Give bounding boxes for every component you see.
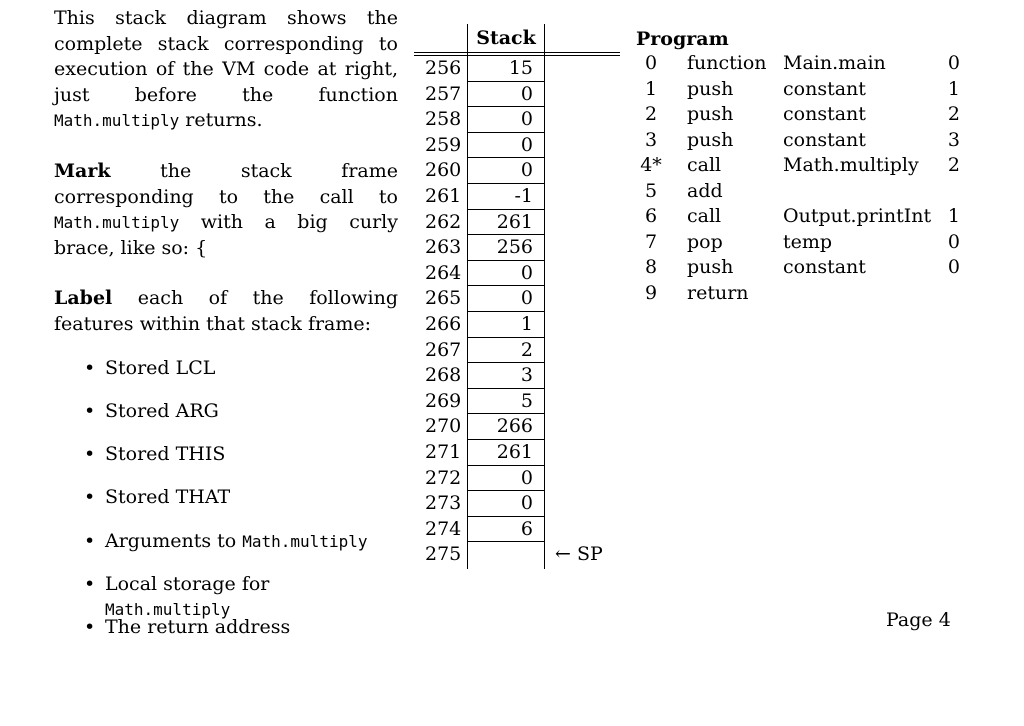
list-item: • Stored ARG bbox=[84, 399, 398, 442]
vm-value: 0 bbox=[947, 52, 960, 74]
stack-cell-divider bbox=[467, 541, 545, 542]
line-number: 7 bbox=[644, 230, 658, 253]
mark-text: the stack frame corresponding to the call to bbox=[54, 159, 398, 208]
vm-command: pop bbox=[687, 230, 723, 253]
stack-value: 0 bbox=[520, 466, 533, 489]
stack-cell-divider bbox=[467, 337, 545, 338]
stack-row bbox=[414, 439, 620, 465]
intro-paragraph bbox=[54, 6, 398, 134]
stack-address: 266 bbox=[425, 313, 462, 335]
stack-address: 261 bbox=[425, 185, 462, 207]
vm-value: 1 bbox=[947, 205, 960, 227]
stack-address: 273 bbox=[425, 492, 462, 515]
label-text: each of the following features within that stack frame: bbox=[54, 287, 398, 335]
program-row bbox=[636, 281, 966, 307]
stack-value: -1 bbox=[514, 185, 533, 207]
stack-row bbox=[414, 490, 620, 516]
stack-row bbox=[414, 157, 620, 183]
stack-cell-divider bbox=[467, 362, 545, 363]
stack-value: 0 bbox=[520, 492, 533, 515]
stack-row bbox=[414, 234, 620, 260]
stack-row bbox=[414, 55, 620, 81]
stack-value: 3 bbox=[520, 364, 533, 387]
stack-cell-divider bbox=[467, 260, 545, 261]
vm-value: 2 bbox=[947, 103, 960, 125]
program-row bbox=[636, 230, 966, 256]
stack-address: 275 bbox=[425, 543, 462, 566]
vm-command: push bbox=[687, 77, 734, 100]
stack-row bbox=[414, 337, 620, 363]
stack-value: 15 bbox=[508, 57, 533, 79]
list-item: • Local storage for Math.multiply bbox=[84, 572, 398, 615]
program-row bbox=[636, 255, 966, 281]
stack-value: 261 bbox=[496, 210, 533, 233]
stack-row bbox=[414, 465, 620, 491]
vm-argument: constant bbox=[783, 128, 866, 151]
stack-value: 0 bbox=[520, 287, 533, 310]
stack-row bbox=[414, 413, 620, 439]
vm-argument: constant bbox=[783, 256, 866, 278]
program-row bbox=[636, 128, 966, 154]
stack-row bbox=[414, 516, 620, 542]
program-listing bbox=[636, 27, 966, 306]
stack-row bbox=[414, 209, 620, 235]
mark-tail: with a big curly brace, like so: { bbox=[54, 211, 398, 259]
stack-value: 0 bbox=[520, 82, 533, 105]
stack-cell-divider bbox=[467, 439, 545, 440]
stack-diagram bbox=[414, 24, 620, 584]
stack-cell-divider bbox=[467, 490, 545, 491]
vm-value: 0 bbox=[947, 256, 960, 278]
stack-value: 261 bbox=[496, 441, 533, 463]
mark-code: Math.multiply bbox=[54, 213, 180, 233]
list-item: • Stored THAT bbox=[84, 485, 398, 528]
program-row bbox=[636, 179, 966, 205]
stack-address: 269 bbox=[425, 389, 462, 412]
program-row bbox=[636, 204, 966, 230]
vm-command: push bbox=[687, 103, 734, 125]
stack-cell-divider bbox=[467, 183, 545, 184]
vm-value: 3 bbox=[947, 128, 960, 151]
stack-value: 5 bbox=[520, 389, 533, 412]
stack-address: 272 bbox=[425, 466, 462, 489]
program-rows bbox=[636, 51, 966, 306]
stack-cell-divider bbox=[467, 132, 545, 133]
vm-command: call bbox=[687, 205, 722, 227]
list-item: • Stored LCL bbox=[84, 356, 398, 399]
stack-cell-divider bbox=[467, 413, 545, 414]
stack-row bbox=[414, 132, 620, 158]
stack-cell-divider bbox=[467, 234, 545, 235]
list-item: • The return address bbox=[84, 615, 398, 658]
stack-value: 0 bbox=[520, 159, 533, 182]
stack-address: 262 bbox=[425, 210, 462, 233]
stack-row bbox=[414, 311, 620, 337]
feature-list bbox=[54, 356, 398, 659]
mark-paragraph bbox=[54, 159, 398, 261]
stack-address: 257 bbox=[425, 82, 462, 105]
stack-address: 265 bbox=[425, 287, 462, 310]
stack-value: 2 bbox=[520, 338, 533, 361]
stack-cell-divider bbox=[467, 81, 545, 82]
stack-address: 259 bbox=[425, 133, 462, 156]
line-number: 9 bbox=[644, 281, 658, 304]
stack-address: 271 bbox=[425, 441, 462, 463]
stack-address: 267 bbox=[425, 338, 462, 361]
line-number: 1 bbox=[644, 77, 658, 100]
intro-code: Math.multiply bbox=[54, 111, 180, 131]
list-item: • Stored THIS bbox=[84, 442, 398, 485]
vm-command: add bbox=[687, 179, 723, 202]
vm-argument: Math.multiply bbox=[783, 154, 919, 176]
program-row bbox=[636, 77, 966, 103]
intro-tail: returns. bbox=[179, 109, 263, 132]
vm-command: push bbox=[687, 128, 734, 151]
stack-cell-divider bbox=[467, 209, 545, 210]
stack-address: 260 bbox=[425, 159, 462, 182]
label-paragraph bbox=[54, 286, 398, 337]
stack-value: 256 bbox=[496, 236, 533, 259]
page-number: Page 4 bbox=[886, 609, 951, 631]
vm-value: 2 bbox=[947, 154, 960, 176]
vm-argument: Output.printInt bbox=[783, 205, 932, 227]
stack-row bbox=[414, 362, 620, 388]
stack-row bbox=[414, 260, 620, 286]
program-row bbox=[636, 102, 966, 128]
stack-value: 0 bbox=[520, 108, 533, 131]
stack-cell-divider bbox=[467, 285, 545, 286]
line-number: 6 bbox=[644, 205, 658, 227]
line-number: 4* bbox=[640, 154, 662, 176]
vm-command: call bbox=[687, 154, 722, 176]
line-number: 2 bbox=[644, 103, 658, 125]
stack-cell-divider bbox=[467, 465, 545, 466]
vm-command: push bbox=[687, 256, 734, 278]
stack-address: 264 bbox=[425, 261, 462, 284]
program-row bbox=[636, 51, 966, 77]
vm-command: return bbox=[687, 281, 749, 304]
instructions bbox=[54, 6, 398, 659]
stack-address: 256 bbox=[425, 57, 462, 79]
stack-row bbox=[414, 388, 620, 414]
stack-address: 268 bbox=[425, 364, 462, 387]
stack-header-rule bbox=[414, 52, 620, 53]
stack-cell-divider bbox=[467, 388, 545, 389]
stack-value: 266 bbox=[496, 415, 533, 438]
stack-row bbox=[414, 285, 620, 311]
line-number: 8 bbox=[644, 256, 658, 278]
stack-value: 1 bbox=[520, 313, 533, 335]
stack-cell-divider bbox=[467, 157, 545, 158]
vm-argument: Main.main bbox=[783, 52, 886, 74]
line-number: 3 bbox=[644, 128, 658, 151]
stack-cell-divider bbox=[467, 311, 545, 312]
vm-argument: temp bbox=[783, 230, 833, 253]
stack-value: 0 bbox=[520, 133, 533, 156]
sp-pointer: ← SP bbox=[555, 543, 603, 565]
vm-argument: constant bbox=[783, 77, 866, 100]
mark-bold: Mark bbox=[54, 159, 111, 182]
program-row bbox=[636, 153, 966, 179]
stack-address: 270 bbox=[425, 415, 462, 438]
stack-address: 274 bbox=[425, 517, 462, 540]
stack-address: 258 bbox=[425, 108, 462, 131]
stack-header: Stack bbox=[476, 27, 536, 49]
vm-argument: constant bbox=[783, 103, 866, 125]
vm-command: function bbox=[687, 52, 767, 74]
program-title: Program bbox=[636, 28, 729, 50]
vm-value: 0 bbox=[947, 230, 960, 253]
vm-value: 1 bbox=[947, 77, 960, 100]
list-item: • Arguments to Math.multiply bbox=[84, 529, 398, 572]
stack-value: 0 bbox=[520, 261, 533, 284]
intro-text: This stack diagram shows the complete stack corresponding to execution of the VM code at right, just before the function bbox=[54, 7, 398, 106]
stack-cell-divider bbox=[467, 106, 545, 107]
stack-row bbox=[414, 183, 620, 209]
stack-row bbox=[414, 81, 620, 107]
line-number: 0 bbox=[644, 52, 658, 74]
stack-value: 6 bbox=[520, 517, 533, 540]
line-number: 5 bbox=[644, 179, 658, 202]
stack-cell-divider bbox=[467, 516, 545, 517]
stack-address: 263 bbox=[425, 236, 462, 259]
label-bold: Label bbox=[54, 287, 113, 310]
stack-row bbox=[414, 106, 620, 132]
